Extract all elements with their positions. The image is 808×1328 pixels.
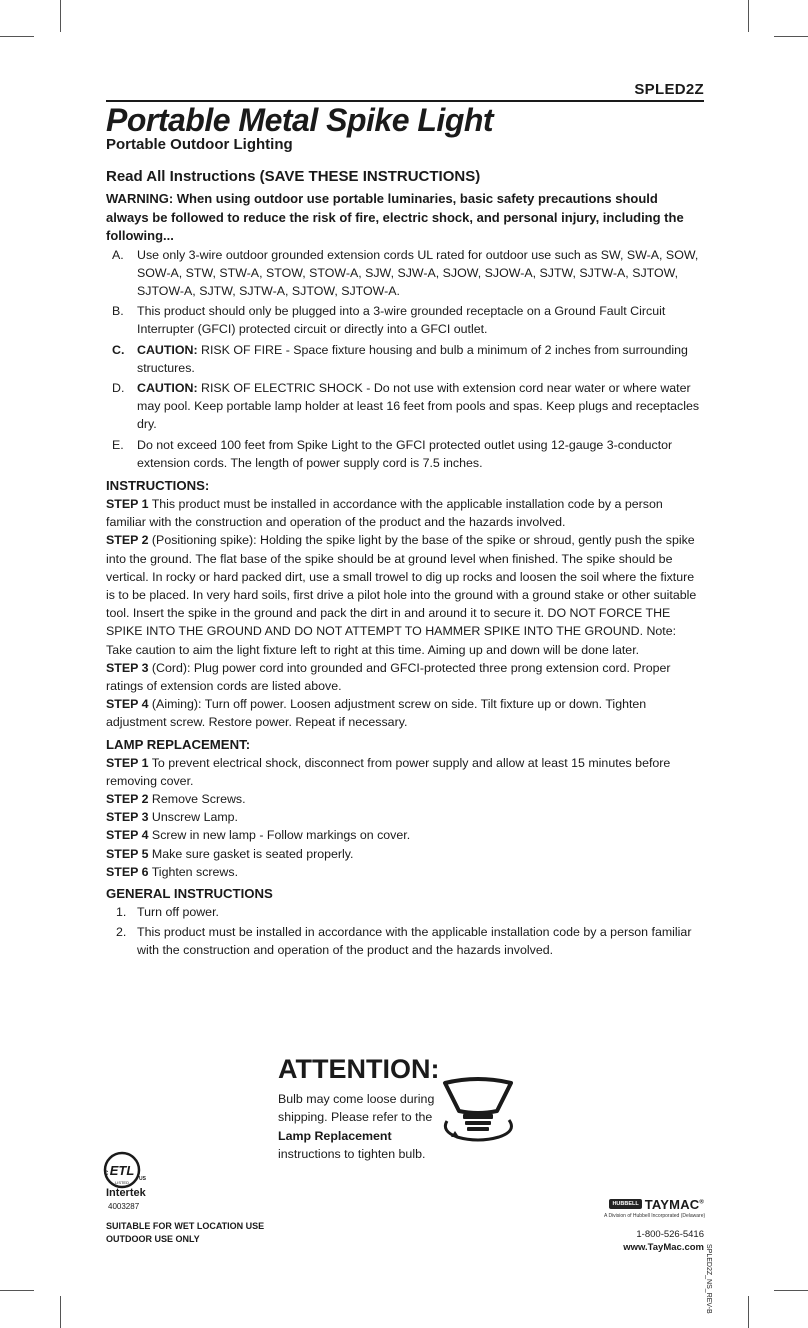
safety-item-text: Use only 3-wire outdoor grounded extension cords UL rated for outdoor use such as SW, SW-A, SOW, SOW-A, STW, STW-A, STOW, STOW-A, SJW, SJW-A, SJOW, SJOW-A, SJTW, SJTW-A, SJTOW, SJTOW-A, SJTW, SJTW-A, SJTOW, SJTOW-A. bbox=[137, 247, 699, 298]
instruction-step: STEP 3 (Cord): Plug power cord into grounded and GFCI-protected three prong extension cord. Proper ratings of extension cords are listed above. bbox=[106, 660, 671, 693]
svg-text:LISTED: LISTED bbox=[114, 1180, 130, 1185]
revision-code: SPLED2Z_NS_REV-B bbox=[705, 1244, 712, 1314]
safety-item bbox=[106, 379, 704, 434]
safety-item-marker: C. bbox=[112, 342, 125, 357]
page-title: Portable Metal Spike Light bbox=[106, 102, 494, 138]
lamp-step: STEP 4 Screw in new lamp - Follow markings on cover. bbox=[106, 828, 411, 843]
svg-text:ETL: ETL bbox=[109, 1163, 135, 1178]
bulb-rotate-icon bbox=[437, 1073, 519, 1143]
safety-item bbox=[106, 341, 704, 377]
lamp-step: STEP 2 Remove Screws. bbox=[106, 791, 246, 806]
read-all-heading: Read All Instructions (SAVE THESE INSTRUCTIONS) bbox=[106, 168, 481, 185]
general-item-marker: 2. bbox=[116, 925, 127, 940]
crop-mark bbox=[774, 36, 808, 37]
crop-mark bbox=[0, 1290, 34, 1291]
warning-text: WARNING: When using outdoor use portable luminaries, basic safety precautions should always be followed to reduce the risk of fire, electric shock, and personal injury, including the following... bbox=[106, 191, 684, 243]
lamp-step: STEP 1 To prevent electrical shock, disconnect from power supply and allow at least 15 minutes before removing cover. bbox=[106, 755, 671, 788]
intertek-label: Intertek bbox=[106, 1187, 146, 1199]
instruction-step: STEP 1 This product must be installed in accordance with the applicable installation code by a person familiar with the construction and operation of the product and the hazards involved. bbox=[106, 496, 663, 530]
instruction-content bbox=[106, 166, 704, 964]
taymac-name: TAYMAC® bbox=[644, 1196, 704, 1212]
lamp-replacement-heading: LAMP REPLACEMENT: bbox=[106, 736, 251, 752]
attention-title: ATTENTION: bbox=[278, 1054, 440, 1084]
general-instructions-heading: GENERAL INSTRUCTIONS bbox=[106, 886, 273, 901]
lamp-step: STEP 5 Make sure gasket is seated properly. bbox=[106, 846, 354, 861]
taymac-logo bbox=[609, 1197, 704, 1212]
general-item-text: This product must be installed in accordance with the applicable installation code by a person familiar with the construction and operation of the product and the hazards involved. bbox=[137, 925, 692, 958]
crop-mark bbox=[60, 0, 61, 32]
safety-list bbox=[106, 246, 704, 472]
division-note: A Division of Hubbell Incorporated (Delaware) bbox=[604, 1212, 706, 1219]
instruction-step: STEP 4 (Aiming): Turn off power. Loosen adjustment screw on side. Tilt fixture up or down. Tighten adjustment screw. Restore power. Repeat if necessary. bbox=[106, 697, 647, 730]
crop-mark bbox=[748, 1296, 749, 1328]
crop-mark bbox=[748, 0, 749, 32]
general-item bbox=[106, 903, 704, 921]
wet-location-note: SUITABLE FOR WET LOCATION USE OUTDOOR USE ONLY bbox=[106, 1221, 265, 1244]
hubbell-badge: HUBBELL bbox=[609, 1199, 641, 1209]
safety-item bbox=[106, 246, 704, 301]
safety-item-text: This product should only be plugged into a 3-wire grounded receptacle on a Ground Fault Circuit Interrupter (GFCI) protected circuit or directly into a GFCI outlet. bbox=[137, 304, 666, 337]
taymac-brand bbox=[604, 1192, 704, 1253]
page-subtitle: Portable Outdoor Lighting bbox=[106, 136, 293, 153]
lamp-step: STEP 3 Unscrew Lamp. bbox=[106, 810, 239, 825]
general-item-marker: 1. bbox=[116, 905, 127, 919]
general-item-text: Turn off power. bbox=[137, 905, 219, 919]
safety-item bbox=[106, 302, 704, 338]
model-number: SPLED2Z bbox=[634, 81, 704, 98]
safety-item-marker: A. bbox=[112, 247, 124, 262]
svg-text:US: US bbox=[139, 1176, 146, 1182]
crop-mark bbox=[60, 1296, 61, 1328]
website-link: www.TayMac.com bbox=[623, 1241, 704, 1253]
safety-item-text: Do not exceed 100 feet from Spike Light to the GFCI protected outlet using 12-gauge 3-conductor extension cords. The length of power supply cord is 7.5 inches. bbox=[137, 437, 673, 470]
attention-text: Bulb may come loose during shipping. Please refer to the Lamp Replacement instructions to tighten bulb. bbox=[278, 1092, 435, 1161]
lamp-step: STEP 6 Tighten screws. bbox=[106, 864, 239, 879]
svg-text:C: C bbox=[104, 1171, 109, 1177]
phone-number: 1-800-526-5416 bbox=[636, 1228, 704, 1240]
safety-item-marker: E. bbox=[112, 437, 124, 452]
safety-item-marker: D. bbox=[112, 380, 125, 395]
instruction-step: STEP 2 (Positioning spike): Holding the spike light by the base of the spike or shroud, gently push the spike into the ground. The flat base of the spike should be at ground level when finished. The spike should be vertical. In rocky or hard packed dirt, use a small trowel to dig up rocks and loosen the soil where the fixture is to be placed. In very hard soils, first drive a pilot hole into the ground with a ground stake or other suitable tool. Insert the spike in the ground and pack the dirt in and around it to secure it. DO NOT FORCE THE SPIKE INTO THE GROUND AND DO NOT ATTEMPT TO HAMMER SPIKE INTO THE GROUND. Note: Take caution to aim the light fixture left to right at this time. Aiming up and down will be done later. bbox=[106, 533, 697, 657]
safety-item bbox=[106, 436, 704, 472]
certification-number: 4003287 bbox=[108, 1202, 140, 1211]
safety-item-text: CAUTION: RISK OF FIRE - Space fixture housing and bulb a minimum of 2 inches from surrounding structures. bbox=[137, 342, 688, 375]
general-item bbox=[106, 923, 704, 959]
general-list bbox=[106, 903, 704, 960]
instructions-heading: INSTRUCTIONS: bbox=[106, 477, 210, 493]
safety-item-marker: B. bbox=[112, 304, 124, 319]
crop-mark bbox=[0, 36, 34, 37]
safety-item-text: CAUTION: RISK OF ELECTRIC SHOCK - Do not use with extension cord near water or where water may pool. Keep portable lamp holder at least 16 feet from pools and spas. Keep plugs and receptacles dry. bbox=[137, 380, 700, 432]
crop-mark bbox=[774, 1290, 808, 1291]
